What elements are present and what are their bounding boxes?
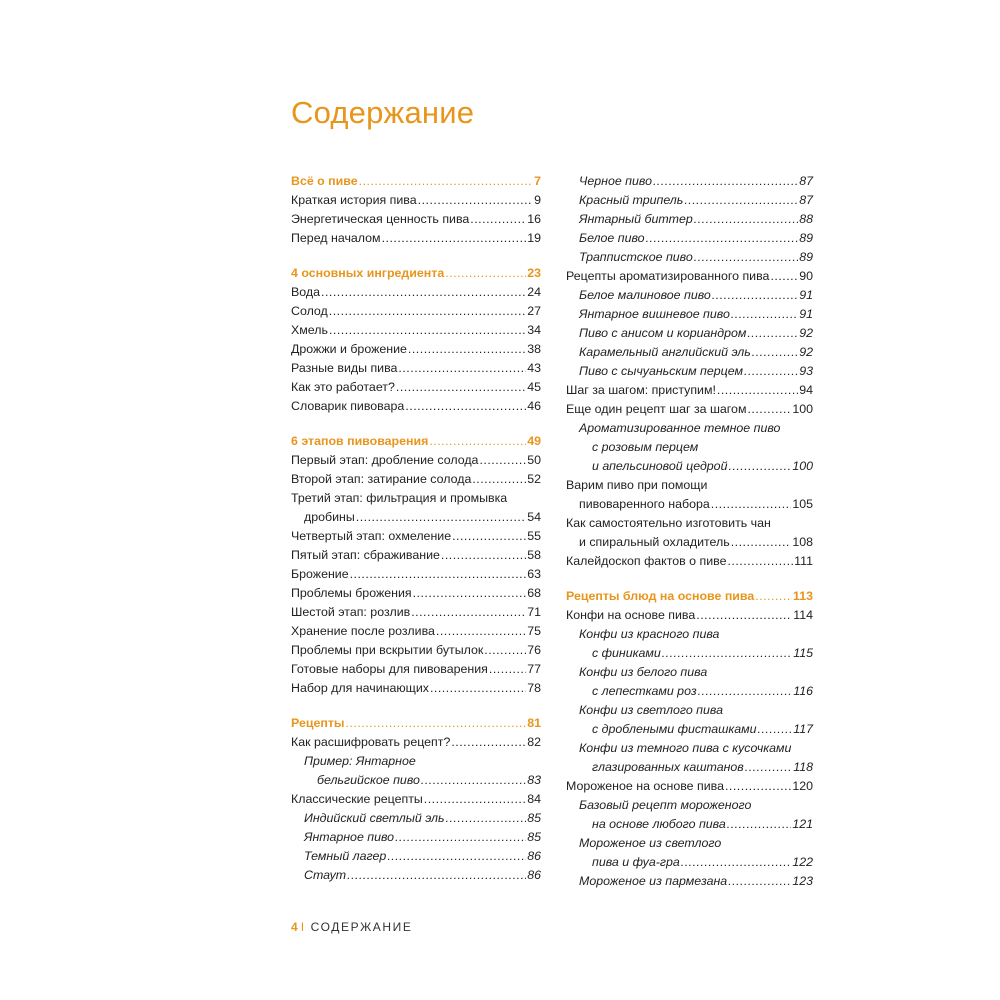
toc-page-number: 9 (534, 193, 541, 207)
toc-page-number: 100 (792, 459, 813, 473)
dot-leader (731, 533, 792, 552)
toc-page-number: 87 (799, 174, 813, 188)
toc-entry[interactable] (566, 533, 813, 552)
toc-entry[interactable] (566, 248, 813, 267)
toc-entry[interactable] (291, 359, 541, 378)
toc-entry-continued[interactable]: Варим пиво при помощи (566, 478, 708, 492)
toc-entry[interactable] (566, 381, 813, 400)
toc-entry[interactable] (291, 302, 541, 321)
toc-entry-label: Как расшифровать рецепт? (291, 735, 451, 749)
toc-entry[interactable] (291, 527, 541, 546)
toc-page-number: 118 (793, 760, 813, 774)
toc-entry-label: Краткая история пива (291, 193, 417, 207)
toc-page-number: 81 (527, 716, 541, 730)
toc-entry[interactable] (291, 622, 541, 641)
toc-page-number: 71 (527, 605, 541, 619)
toc-entry-label: Янтарное вишневое пиво (579, 307, 730, 321)
toc-entry-label: Красный трипель (579, 193, 684, 207)
toc-section-heading[interactable] (291, 432, 541, 451)
toc-page-number: 52 (527, 472, 541, 486)
dot-leader (744, 362, 798, 381)
toc-entry[interactable] (566, 286, 813, 305)
toc-entry-label: Индийский светлый эль (304, 811, 445, 825)
toc-entry[interactable] (291, 397, 541, 416)
toc-entry-label: Стаут (304, 868, 347, 882)
toc-entry[interactable] (291, 546, 541, 565)
toc-page-number: 38 (527, 342, 541, 356)
toc-page-number: 76 (527, 643, 541, 657)
toc-page-number: 24 (527, 285, 541, 299)
toc-entry-label: Рецепты (291, 716, 345, 730)
toc-entry-label: Всё о пиве (291, 174, 358, 188)
toc-page-number: 86 (527, 849, 541, 863)
toc-entry-label: Черное пиво (579, 174, 652, 188)
toc-entry[interactable] (566, 720, 813, 739)
toc-page-number: 85 (527, 811, 541, 825)
dot-leader (359, 172, 533, 191)
dot-leader (484, 641, 526, 660)
toc-page-number: 94 (799, 383, 813, 397)
toc-entry-label: Солод (291, 304, 328, 318)
dot-leader (424, 790, 526, 809)
dot-leader (441, 546, 526, 565)
toc-entry-label: Еще один рецепт шаг за шагом (566, 402, 747, 416)
toc-page-number: 54 (527, 510, 541, 524)
toc-page-number: 122 (792, 855, 813, 869)
toc-entry-label: дробины (304, 510, 355, 524)
toc-entry[interactable] (566, 172, 813, 191)
toc-page-number: 90 (799, 269, 813, 283)
toc-entry-label: на основе любого пива (592, 817, 726, 831)
toc-entry-label: пива и фуа-гра (592, 855, 680, 869)
toc-entry[interactable] (566, 777, 813, 796)
dot-leader (408, 340, 526, 359)
toc-entry-continued[interactable]: Конфи из белого пива (579, 665, 708, 679)
toc-page-number: 82 (527, 735, 541, 749)
toc-entry[interactable] (566, 324, 813, 343)
dot-leader (395, 828, 526, 847)
toc-section-heading[interactable] (291, 714, 541, 733)
dot-leader (755, 587, 792, 606)
toc-entry[interactable] (291, 210, 541, 229)
toc-entry-continued[interactable]: Как самостоятельно изготовить чан (566, 516, 771, 530)
toc-entry-label: Янтарное пиво (304, 830, 395, 844)
dot-leader (329, 302, 526, 321)
toc-page-number: 78 (527, 681, 541, 695)
toc-section-heading[interactable] (291, 264, 541, 283)
toc-entry[interactable] (566, 305, 813, 324)
toc-entry[interactable] (566, 552, 813, 571)
toc-page-number: 16 (527, 212, 541, 226)
toc-entry-label: Темный лагер (304, 849, 387, 863)
toc-entry[interactable] (291, 641, 541, 660)
toc-entry-continued[interactable]: Базовый рецепт мороженого (579, 798, 752, 812)
dot-leader (711, 495, 792, 514)
toc-entry[interactable] (291, 508, 541, 527)
page-footer (291, 920, 412, 934)
toc-page-number: 100 (792, 402, 813, 416)
dot-leader (731, 305, 798, 324)
dot-leader (694, 210, 798, 229)
dot-leader (681, 853, 792, 872)
toc-page-number: 114 (793, 608, 813, 622)
toc-entry[interactable] (291, 828, 541, 847)
toc-entry-continued[interactable]: Мороженое из светлого (579, 836, 722, 850)
section-gap (291, 698, 541, 714)
toc-entry-continued[interactable]: Ароматизированное темное пиво (579, 421, 781, 435)
toc-page-number: 89 (799, 250, 813, 264)
toc-entry-label: Набор для начинающих (291, 681, 429, 695)
toc-page-number: 89 (799, 231, 813, 245)
dot-leader (479, 451, 526, 470)
toc-page-number: 117 (793, 722, 813, 736)
toc-page-number: 83 (527, 773, 541, 787)
toc-entry[interactable] (566, 682, 813, 701)
dot-leader (329, 321, 526, 340)
toc-page-number: 92 (799, 326, 813, 340)
toc-entry[interactable] (566, 229, 813, 248)
toc-page-number: 121 (792, 817, 813, 831)
toc-entry[interactable] (291, 733, 541, 752)
toc-page-number: 85 (527, 830, 541, 844)
toc-entry-label: Хранение после розлива (291, 624, 435, 638)
toc-entry-label: Дрожжи и брожение (291, 342, 407, 356)
dot-leader (727, 552, 793, 571)
dot-leader (770, 267, 798, 286)
toc-entry[interactable] (291, 771, 541, 790)
toc-entry[interactable] (566, 495, 813, 514)
toc-page-number: 34 (527, 323, 541, 337)
toc-entry-label: Янтарный биттер (579, 212, 693, 226)
toc-entry-label: Мороженое на основе пива (566, 779, 724, 793)
toc-page-number: 58 (527, 548, 541, 562)
toc-entry[interactable] (291, 603, 541, 622)
dot-leader (758, 720, 793, 739)
section-gap (566, 571, 813, 587)
toc-page-number: 46 (527, 399, 541, 413)
toc-page-number: 86 (527, 868, 541, 882)
toc-page-number: 91 (799, 288, 813, 302)
toc-page-number: 50 (527, 453, 541, 467)
toc-entry-label: Второй этап: затирание солода (291, 472, 472, 486)
dot-leader (356, 508, 526, 527)
toc-entry-continued[interactable]: с розовым перцем (592, 440, 699, 454)
toc-column-right (566, 172, 813, 891)
toc-entry-label: с финиками (592, 646, 661, 660)
toc-page-number: 75 (527, 624, 541, 638)
toc-entry-label: Шестой этап: розлив (291, 605, 411, 619)
toc-page-number: 113 (793, 589, 813, 603)
toc-page-number: 108 (792, 535, 813, 549)
toc-entry[interactable] (291, 340, 541, 359)
dot-leader (421, 771, 526, 790)
toc-entry-continued[interactable]: Конфи из темного пива с кусочками (579, 741, 792, 755)
toc-entry-label: Проблемы брожения (291, 586, 412, 600)
toc-entry-label: с дроблеными фисташками (592, 722, 757, 736)
dot-leader (712, 286, 798, 305)
toc-entry-continued[interactable]: Третий этап: фильтрация и промывка (291, 491, 508, 505)
toc-entry[interactable] (291, 470, 541, 489)
toc-entry-label: Шаг за шагом: приступим! (566, 383, 716, 397)
toc-entry-label: Пятый этап: сбраживание (291, 548, 440, 562)
toc-page-number: 91 (799, 307, 813, 321)
toc-entry[interactable] (291, 378, 541, 397)
toc-entry[interactable] (291, 283, 541, 302)
toc-page-number: 115 (793, 646, 813, 660)
toc-entry-label: Белое малиновое пиво (579, 288, 711, 302)
toc-page-number: 84 (527, 792, 541, 806)
toc-entry-label: Готовые наборы для пивоварения (291, 662, 488, 676)
toc-entry-label: бельгийское пиво (317, 773, 420, 787)
dot-leader (727, 815, 792, 834)
dot-leader (698, 682, 793, 701)
toc-entry-label: Четвертый этап: охмеление (291, 529, 452, 543)
toc-page-number: 27 (527, 304, 541, 318)
toc-entry-label: с лепестками роз (592, 684, 697, 698)
page-number: 4 (291, 920, 298, 934)
toc-entry[interactable] (291, 321, 541, 340)
dot-leader (446, 809, 527, 828)
toc-entry-label: Разные виды пива (291, 361, 398, 375)
toc-entry-label: и апельсиновой цедрой (592, 459, 728, 473)
toc-entry[interactable] (566, 872, 813, 891)
toc-entry-label: Калейдоскоп фактов о пиве (566, 554, 727, 568)
dot-leader (728, 872, 791, 891)
dot-leader (470, 210, 526, 229)
section-gap (291, 416, 541, 432)
toc-entry-label: Мороженое из пармезана (579, 874, 728, 888)
toc-page-number: 23 (527, 266, 541, 280)
toc-page-number: 43 (527, 361, 541, 375)
toc-entry-continued[interactable]: Пример: Янтарное (304, 754, 416, 768)
toc-entry-label: Словарик пивовара (291, 399, 405, 413)
toc-entry-label: Пиво с анисом и кориандром (579, 326, 747, 340)
dot-leader (430, 679, 526, 698)
toc-page-number: 93 (799, 364, 813, 378)
toc-entry-label: Проблемы при вскрытии бутылок (291, 643, 484, 657)
toc-entry[interactable] (566, 853, 813, 872)
toc-page-number: 63 (527, 567, 541, 581)
dot-leader (396, 378, 526, 397)
dot-leader (696, 606, 792, 625)
dot-leader (445, 264, 526, 283)
toc-entry-label: Белое пиво (579, 231, 645, 245)
dot-leader (382, 229, 527, 248)
toc-entry[interactable] (291, 866, 541, 885)
footer-section: СОДЕРЖАНИЕ (310, 920, 413, 934)
toc-entry-label: Перед началом (291, 231, 381, 245)
dot-leader (347, 866, 526, 885)
toc-page-number: 45 (527, 380, 541, 394)
toc-entry[interactable] (291, 660, 541, 679)
toc-entry-label: Рецепты ароматизированного пива (566, 269, 770, 283)
toc-entry-label: Как это работает? (291, 380, 395, 394)
toc-entry[interactable] (291, 847, 541, 866)
toc-page-number: 111 (794, 554, 813, 568)
toc-entry-label: и спиральный охладитель (579, 535, 730, 549)
dot-leader (752, 343, 798, 362)
toc-entry[interactable] (566, 815, 813, 834)
dot-leader (451, 733, 526, 752)
toc-page-number: 87 (799, 193, 813, 207)
toc-page-number: 105 (792, 497, 813, 511)
toc-section-heading[interactable] (291, 172, 541, 191)
toc-entry-label: Классические рецепты (291, 792, 423, 806)
dot-leader (387, 847, 526, 866)
toc-entry-label: 4 основных ингредиента (291, 266, 445, 280)
toc-entry[interactable] (566, 457, 813, 476)
dot-leader (346, 714, 527, 733)
toc-entry-label: 6 этапов пивоварения (291, 434, 429, 448)
dot-leader (411, 603, 526, 622)
toc-entry-label: Вода (291, 285, 321, 299)
toc-entry-label: Брожение (291, 567, 349, 581)
dot-leader (321, 283, 526, 302)
toc-entry[interactable] (566, 758, 813, 777)
dot-leader (725, 777, 791, 796)
toc-entry[interactable] (291, 191, 541, 210)
dot-leader (747, 324, 798, 343)
toc-page-number: 88 (799, 212, 813, 226)
toc-entry[interactable] (566, 606, 813, 625)
page-title: Содержание (291, 95, 475, 130)
toc-page-number: 123 (792, 874, 813, 888)
dot-leader (662, 644, 793, 663)
toc-entry[interactable] (566, 210, 813, 229)
dot-leader (429, 432, 526, 451)
toc-entry[interactable] (291, 565, 541, 584)
toc-entry[interactable] (566, 343, 813, 362)
toc-page-number: 49 (527, 434, 541, 448)
toc-entry-label: Рецепты блюд на основе пива (566, 589, 755, 603)
section-gap (291, 248, 541, 264)
toc-column-left (291, 172, 541, 885)
dot-leader (418, 191, 533, 210)
toc-page-number: 68 (527, 586, 541, 600)
toc-entry[interactable] (291, 584, 541, 603)
toc-entry-continued[interactable]: Конфи из светлого пива (579, 703, 723, 717)
toc-entry-label: глазированных каштанов (592, 760, 744, 774)
dot-leader (413, 584, 527, 603)
toc-entry[interactable] (291, 809, 541, 828)
dot-leader (398, 359, 526, 378)
toc-entry[interactable] (566, 400, 813, 419)
toc-entry-label: Первый этап: дробление солода (291, 453, 479, 467)
dot-leader (747, 400, 791, 419)
toc-section-heading[interactable] (566, 587, 813, 606)
toc-entry[interactable] (566, 267, 813, 286)
dot-leader (405, 397, 526, 416)
dot-leader (350, 565, 527, 584)
dot-leader (472, 470, 526, 489)
toc-entry[interactable] (291, 679, 541, 698)
toc-entry-label: Траппистское пиво (579, 250, 693, 264)
toc-page-number: 77 (527, 662, 541, 676)
toc-page-number: 120 (792, 779, 813, 793)
toc-entry-label: Хмель (291, 323, 328, 337)
dot-leader (694, 248, 798, 267)
dot-leader (452, 527, 526, 546)
toc-entry[interactable] (291, 229, 541, 248)
toc-page-number: 19 (527, 231, 541, 245)
toc-entry-label: пивоваренного набора (579, 497, 710, 511)
toc-entry[interactable] (291, 790, 541, 809)
toc-page-number: 92 (799, 345, 813, 359)
toc-page-number: 7 (534, 174, 541, 188)
dot-leader (717, 381, 798, 400)
footer-separator: I (300, 920, 306, 934)
toc-entry-label: Конфи на основе пива (566, 608, 696, 622)
dot-leader (653, 172, 798, 191)
dot-leader (728, 457, 791, 476)
toc-page-number: 116 (793, 684, 813, 698)
toc-entry-continued[interactable]: Конфи из красного пива (579, 627, 720, 641)
toc-entry[interactable] (291, 451, 541, 470)
toc-entry-label: Пиво с сычуаньским перцем (579, 364, 743, 378)
toc-entry[interactable] (566, 362, 813, 381)
dot-leader (745, 758, 792, 777)
toc-entry[interactable] (566, 644, 813, 663)
dot-leader (684, 191, 798, 210)
toc-entry-label: Энергетическая ценность пива (291, 212, 470, 226)
toc-entry[interactable] (566, 191, 813, 210)
dot-leader (646, 229, 799, 248)
toc-page-number: 55 (527, 529, 541, 543)
dot-leader (436, 622, 526, 641)
toc-entry-label: Карамельный английский эль (579, 345, 751, 359)
dot-leader (489, 660, 526, 679)
